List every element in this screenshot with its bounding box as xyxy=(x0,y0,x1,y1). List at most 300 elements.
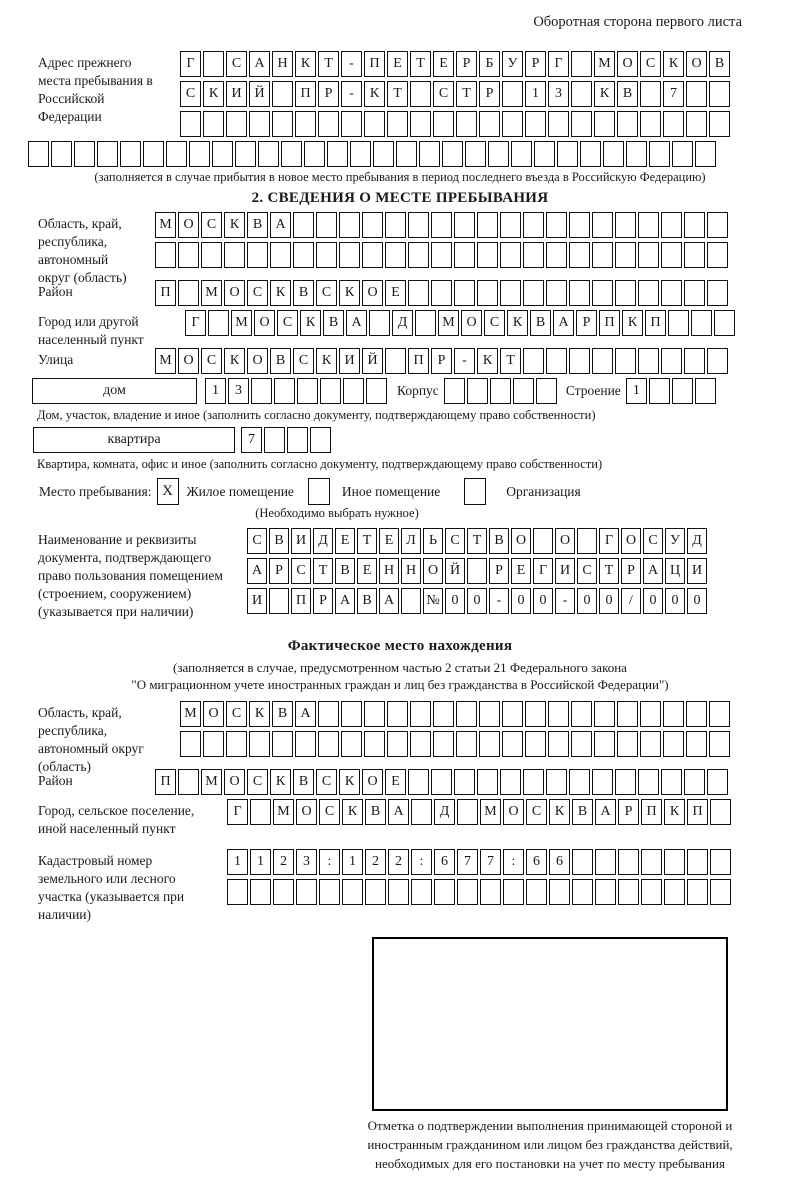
char-box[interactable]: № xyxy=(423,588,443,614)
char-box[interactable] xyxy=(401,588,421,614)
char-box[interactable] xyxy=(410,731,431,757)
char-box[interactable]: О xyxy=(617,51,638,77)
char-box[interactable] xyxy=(533,528,553,554)
char-box[interactable]: Р xyxy=(489,558,509,584)
char-box[interactable] xyxy=(364,111,385,137)
char-box[interactable] xyxy=(571,51,592,77)
char-box[interactable]: Д xyxy=(392,310,413,336)
char-box[interactable]: В xyxy=(617,81,638,107)
char-box[interactable]: С xyxy=(640,51,661,77)
char-box[interactable]: 1 xyxy=(205,378,226,404)
char-box[interactable] xyxy=(467,378,488,404)
char-box[interactable] xyxy=(525,701,546,727)
char-box[interactable]: О xyxy=(247,348,268,374)
char-box[interactable]: Е xyxy=(385,280,406,306)
char-box[interactable] xyxy=(316,242,337,268)
char-box[interactable]: 2 xyxy=(365,849,386,875)
char-box[interactable] xyxy=(97,141,118,167)
char-box[interactable] xyxy=(710,879,731,905)
char-box[interactable] xyxy=(707,280,728,306)
char-box[interactable]: М xyxy=(180,701,201,727)
char-box[interactable]: Т xyxy=(500,348,521,374)
char-box[interactable]: Й xyxy=(362,348,383,374)
char-box[interactable]: О xyxy=(686,51,707,77)
char-box[interactable]: П xyxy=(408,348,429,374)
char-box[interactable]: И xyxy=(291,528,311,554)
char-box[interactable] xyxy=(502,81,523,107)
char-box[interactable] xyxy=(663,701,684,727)
char-box[interactable]: М xyxy=(155,212,176,238)
char-box[interactable] xyxy=(615,769,636,795)
char-box[interactable] xyxy=(490,378,511,404)
char-box[interactable]: У xyxy=(665,528,685,554)
char-box[interactable]: Г xyxy=(180,51,201,77)
char-box[interactable] xyxy=(249,111,270,137)
char-box[interactable] xyxy=(410,81,431,107)
char-box[interactable] xyxy=(523,212,544,238)
char-box[interactable] xyxy=(638,280,659,306)
char-box[interactable] xyxy=(249,731,270,757)
char-box[interactable]: С xyxy=(526,799,547,825)
char-box[interactable] xyxy=(546,348,567,374)
char-box[interactable] xyxy=(548,111,569,137)
char-box[interactable]: А xyxy=(335,588,355,614)
char-box[interactable]: М xyxy=(231,310,252,336)
char-box[interactable] xyxy=(201,242,222,268)
char-box[interactable]: Р xyxy=(313,588,333,614)
char-box[interactable] xyxy=(269,588,289,614)
char-box[interactable] xyxy=(668,310,689,336)
char-box[interactable]: А xyxy=(270,212,291,238)
char-box[interactable] xyxy=(287,427,308,453)
char-box[interactable]: О xyxy=(224,280,245,306)
char-box[interactable] xyxy=(709,731,730,757)
char-box[interactable] xyxy=(272,81,293,107)
char-box[interactable]: Н xyxy=(401,558,421,584)
char-box[interactable] xyxy=(594,111,615,137)
char-box[interactable]: С xyxy=(445,528,465,554)
char-box[interactable] xyxy=(714,310,735,336)
char-box[interactable]: О xyxy=(203,701,224,727)
char-box[interactable] xyxy=(615,242,636,268)
char-box[interactable] xyxy=(661,348,682,374)
char-box[interactable]: С xyxy=(319,799,340,825)
char-box[interactable] xyxy=(454,280,475,306)
char-box[interactable]: И xyxy=(226,81,247,107)
char-box[interactable] xyxy=(120,141,141,167)
char-box[interactable]: Е xyxy=(379,528,399,554)
char-box[interactable]: К xyxy=(664,799,685,825)
char-box[interactable]: 0 xyxy=(599,588,619,614)
char-box[interactable] xyxy=(339,212,360,238)
char-box[interactable] xyxy=(569,280,590,306)
char-box[interactable]: Р xyxy=(479,81,500,107)
char-box[interactable] xyxy=(373,141,394,167)
char-box[interactable]: С xyxy=(293,348,314,374)
char-box[interactable] xyxy=(603,141,624,167)
char-box[interactable]: У xyxy=(502,51,523,77)
char-box[interactable] xyxy=(649,141,670,167)
char-box[interactable] xyxy=(577,528,597,554)
char-box[interactable] xyxy=(534,141,555,167)
char-box[interactable]: Е xyxy=(357,558,377,584)
char-box[interactable] xyxy=(410,111,431,137)
char-box[interactable]: П xyxy=(364,51,385,77)
char-box[interactable]: Р xyxy=(456,51,477,77)
char-box[interactable]: П xyxy=(155,769,176,795)
checkbox-organization[interactable] xyxy=(464,478,486,505)
char-box[interactable]: И xyxy=(687,558,707,584)
char-box[interactable] xyxy=(691,310,712,336)
char-box[interactable] xyxy=(661,769,682,795)
char-box[interactable] xyxy=(672,378,693,404)
char-box[interactable]: Г xyxy=(548,51,569,77)
char-box[interactable] xyxy=(672,141,693,167)
char-box[interactable] xyxy=(327,141,348,167)
char-box[interactable]: К xyxy=(549,799,570,825)
char-box[interactable] xyxy=(456,701,477,727)
char-box[interactable] xyxy=(341,111,362,137)
char-box[interactable]: В xyxy=(335,558,355,584)
char-box[interactable]: 0 xyxy=(467,588,487,614)
char-box[interactable] xyxy=(513,378,534,404)
char-box[interactable]: 7 xyxy=(663,81,684,107)
char-box[interactable] xyxy=(571,701,592,727)
char-box[interactable]: В xyxy=(323,310,344,336)
char-box[interactable] xyxy=(569,348,590,374)
char-box[interactable] xyxy=(408,212,429,238)
char-box[interactable]: К xyxy=(270,280,291,306)
char-box[interactable] xyxy=(343,378,364,404)
char-box[interactable] xyxy=(500,280,521,306)
char-box[interactable]: Т xyxy=(357,528,377,554)
char-box[interactable]: О xyxy=(511,528,531,554)
char-box[interactable] xyxy=(695,378,716,404)
char-box[interactable] xyxy=(572,879,593,905)
char-box[interactable]: 2 xyxy=(273,849,294,875)
char-box[interactable]: - xyxy=(454,348,475,374)
char-box[interactable]: О xyxy=(224,769,245,795)
char-box[interactable] xyxy=(385,242,406,268)
char-box[interactable] xyxy=(431,280,452,306)
char-box[interactable]: О xyxy=(362,280,383,306)
char-box[interactable] xyxy=(189,141,210,167)
char-box[interactable]: И xyxy=(247,588,267,614)
char-box[interactable] xyxy=(235,141,256,167)
char-box[interactable] xyxy=(684,348,705,374)
char-box[interactable]: К xyxy=(224,348,245,374)
char-box[interactable]: Г xyxy=(227,799,248,825)
char-box[interactable]: 1 xyxy=(227,849,248,875)
char-box[interactable]: 6 xyxy=(434,849,455,875)
char-box[interactable]: 0 xyxy=(511,588,531,614)
char-box[interactable] xyxy=(456,111,477,137)
char-box[interactable] xyxy=(695,141,716,167)
char-box[interactable] xyxy=(569,769,590,795)
char-box[interactable]: 1 xyxy=(250,849,271,875)
char-box[interactable]: С xyxy=(643,528,663,554)
char-box[interactable] xyxy=(569,212,590,238)
char-box[interactable] xyxy=(649,378,670,404)
char-box[interactable]: Е xyxy=(433,51,454,77)
char-box[interactable] xyxy=(571,731,592,757)
char-box[interactable] xyxy=(411,879,432,905)
char-box[interactable] xyxy=(442,141,463,167)
char-box[interactable] xyxy=(408,280,429,306)
char-box[interactable]: Т xyxy=(313,558,333,584)
char-box[interactable] xyxy=(457,799,478,825)
char-box[interactable]: К xyxy=(300,310,321,336)
char-box[interactable] xyxy=(618,879,639,905)
char-box[interactable] xyxy=(549,879,570,905)
char-box[interactable]: В xyxy=(293,280,314,306)
char-box[interactable]: А xyxy=(249,51,270,77)
char-box[interactable] xyxy=(638,769,659,795)
char-box[interactable]: С xyxy=(247,528,267,554)
char-box[interactable] xyxy=(318,111,339,137)
char-box[interactable] xyxy=(293,242,314,268)
char-box[interactable]: В xyxy=(272,701,293,727)
char-box[interactable]: 1 xyxy=(525,81,546,107)
char-box[interactable]: В xyxy=(709,51,730,77)
char-box[interactable] xyxy=(687,879,708,905)
char-box[interactable] xyxy=(638,242,659,268)
char-box[interactable] xyxy=(488,141,509,167)
char-box[interactable] xyxy=(595,849,616,875)
char-box[interactable]: 0 xyxy=(577,588,597,614)
char-box[interactable] xyxy=(710,799,731,825)
char-box[interactable] xyxy=(480,879,501,905)
char-box[interactable]: 3 xyxy=(548,81,569,107)
char-box[interactable] xyxy=(594,731,615,757)
char-box[interactable]: 6 xyxy=(526,849,547,875)
char-box[interactable]: С xyxy=(201,348,222,374)
char-box[interactable] xyxy=(686,701,707,727)
char-box[interactable]: Й xyxy=(249,81,270,107)
char-box[interactable]: М xyxy=(201,769,222,795)
char-box[interactable] xyxy=(296,879,317,905)
char-box[interactable]: Т xyxy=(599,558,619,584)
char-box[interactable] xyxy=(369,310,390,336)
char-box[interactable] xyxy=(433,731,454,757)
char-box[interactable]: И xyxy=(339,348,360,374)
char-box[interactable] xyxy=(434,879,455,905)
char-box[interactable]: А xyxy=(379,588,399,614)
char-box[interactable] xyxy=(316,212,337,238)
char-box[interactable] xyxy=(224,242,245,268)
char-box[interactable] xyxy=(454,212,475,238)
char-box[interactable] xyxy=(686,81,707,107)
char-box[interactable]: О xyxy=(423,558,443,584)
char-box[interactable] xyxy=(684,212,705,238)
char-box[interactable] xyxy=(502,701,523,727)
char-box[interactable] xyxy=(595,879,616,905)
char-box[interactable] xyxy=(274,378,295,404)
char-box[interactable]: Е xyxy=(511,558,531,584)
char-box[interactable] xyxy=(444,378,465,404)
char-box[interactable]: И xyxy=(555,558,575,584)
char-box[interactable] xyxy=(320,378,341,404)
char-box[interactable]: К xyxy=(507,310,528,336)
char-box[interactable] xyxy=(155,242,176,268)
char-box[interactable]: С xyxy=(316,769,337,795)
char-box[interactable]: Р xyxy=(621,558,641,584)
char-box[interactable] xyxy=(477,242,498,268)
char-box[interactable] xyxy=(500,769,521,795)
char-box[interactable] xyxy=(339,242,360,268)
char-box[interactable] xyxy=(500,212,521,238)
char-box[interactable] xyxy=(617,731,638,757)
char-box[interactable] xyxy=(523,769,544,795)
char-box[interactable] xyxy=(318,731,339,757)
char-box[interactable] xyxy=(385,212,406,238)
char-box[interactable] xyxy=(143,141,164,167)
char-box[interactable]: 1 xyxy=(626,378,647,404)
char-box[interactable] xyxy=(684,769,705,795)
char-box[interactable] xyxy=(592,348,613,374)
char-box[interactable]: К xyxy=(622,310,643,336)
char-box[interactable]: Г xyxy=(533,558,553,584)
char-box[interactable]: К xyxy=(594,81,615,107)
char-box[interactable] xyxy=(640,731,661,757)
char-box[interactable] xyxy=(297,378,318,404)
char-box[interactable]: К xyxy=(270,769,291,795)
char-box[interactable]: С xyxy=(277,310,298,336)
char-box[interactable] xyxy=(664,879,685,905)
char-box[interactable] xyxy=(419,141,440,167)
char-box[interactable] xyxy=(251,378,272,404)
char-box[interactable]: О xyxy=(555,528,575,554)
char-box[interactable] xyxy=(74,141,95,167)
char-box[interactable] xyxy=(571,111,592,137)
char-box[interactable]: К xyxy=(364,81,385,107)
char-box[interactable]: В xyxy=(489,528,509,554)
char-box[interactable] xyxy=(319,879,340,905)
char-box[interactable]: В xyxy=(572,799,593,825)
char-box[interactable]: Ь xyxy=(423,528,443,554)
char-box[interactable]: Д xyxy=(313,528,333,554)
char-box[interactable] xyxy=(203,111,224,137)
char-box[interactable] xyxy=(684,280,705,306)
char-box[interactable] xyxy=(203,51,224,77)
char-box[interactable]: А xyxy=(388,799,409,825)
char-box[interactable] xyxy=(661,280,682,306)
char-box[interactable] xyxy=(707,769,728,795)
char-box[interactable] xyxy=(295,111,316,137)
char-box[interactable]: 6 xyxy=(549,849,570,875)
char-box[interactable] xyxy=(686,111,707,137)
char-box[interactable]: 3 xyxy=(228,378,249,404)
char-box[interactable]: П xyxy=(641,799,662,825)
char-box[interactable] xyxy=(523,280,544,306)
char-box[interactable] xyxy=(592,280,613,306)
char-box[interactable] xyxy=(388,879,409,905)
char-box[interactable] xyxy=(208,310,229,336)
char-box[interactable] xyxy=(431,212,452,238)
char-box[interactable]: 0 xyxy=(533,588,553,614)
char-box[interactable] xyxy=(178,280,199,306)
char-box[interactable] xyxy=(525,111,546,137)
char-box[interactable]: С xyxy=(577,558,597,584)
char-box[interactable]: 2 xyxy=(388,849,409,875)
char-box[interactable] xyxy=(433,701,454,727)
char-box[interactable] xyxy=(272,731,293,757)
char-box[interactable]: К xyxy=(203,81,224,107)
char-box[interactable]: М xyxy=(273,799,294,825)
char-box[interactable] xyxy=(617,111,638,137)
char-box[interactable] xyxy=(362,242,383,268)
char-box[interactable] xyxy=(454,242,475,268)
checkbox-residential[interactable]: X xyxy=(157,478,179,505)
char-box[interactable]: А xyxy=(295,701,316,727)
char-box[interactable] xyxy=(180,111,201,137)
char-box[interactable] xyxy=(270,242,291,268)
char-box[interactable] xyxy=(342,879,363,905)
char-box[interactable]: С xyxy=(484,310,505,336)
char-box[interactable] xyxy=(511,141,532,167)
char-box[interactable] xyxy=(28,141,49,167)
char-box[interactable] xyxy=(709,81,730,107)
char-box[interactable] xyxy=(707,242,728,268)
char-box[interactable] xyxy=(293,212,314,238)
char-box[interactable]: - xyxy=(341,81,362,107)
char-box[interactable] xyxy=(364,731,385,757)
char-box[interactable] xyxy=(272,111,293,137)
char-box[interactable] xyxy=(663,111,684,137)
char-box[interactable]: М xyxy=(155,348,176,374)
char-box[interactable] xyxy=(477,280,498,306)
char-box[interactable] xyxy=(709,701,730,727)
char-box[interactable]: Л xyxy=(401,528,421,554)
char-box[interactable] xyxy=(178,769,199,795)
char-box[interactable] xyxy=(387,701,408,727)
char-box[interactable]: Т xyxy=(467,528,487,554)
char-box[interactable]: 1 xyxy=(342,849,363,875)
char-box[interactable]: Ц xyxy=(665,558,685,584)
char-box[interactable] xyxy=(203,731,224,757)
char-box[interactable]: : xyxy=(411,849,432,875)
char-box[interactable] xyxy=(411,799,432,825)
char-box[interactable]: А xyxy=(595,799,616,825)
char-box[interactable] xyxy=(640,81,661,107)
char-box[interactable]: 7 xyxy=(457,849,478,875)
char-box[interactable] xyxy=(571,81,592,107)
char-box[interactable] xyxy=(684,242,705,268)
char-box[interactable]: О xyxy=(254,310,275,336)
char-box[interactable]: Р xyxy=(525,51,546,77)
char-box[interactable] xyxy=(523,348,544,374)
char-box[interactable] xyxy=(548,731,569,757)
char-box[interactable] xyxy=(663,731,684,757)
char-box[interactable] xyxy=(479,731,500,757)
char-box[interactable] xyxy=(546,212,567,238)
char-box[interactable]: М xyxy=(480,799,501,825)
char-box[interactable]: Р xyxy=(431,348,452,374)
char-box[interactable] xyxy=(592,242,613,268)
char-box[interactable] xyxy=(640,111,661,137)
char-box[interactable] xyxy=(250,879,271,905)
char-box[interactable] xyxy=(479,701,500,727)
char-box[interactable] xyxy=(387,731,408,757)
char-box[interactable]: 0 xyxy=(643,588,663,614)
char-box[interactable]: П xyxy=(295,81,316,107)
char-box[interactable] xyxy=(661,242,682,268)
char-box[interactable]: Н xyxy=(272,51,293,77)
char-box[interactable] xyxy=(526,879,547,905)
char-box[interactable] xyxy=(709,111,730,137)
char-box[interactable]: О xyxy=(503,799,524,825)
char-box[interactable] xyxy=(51,141,72,167)
